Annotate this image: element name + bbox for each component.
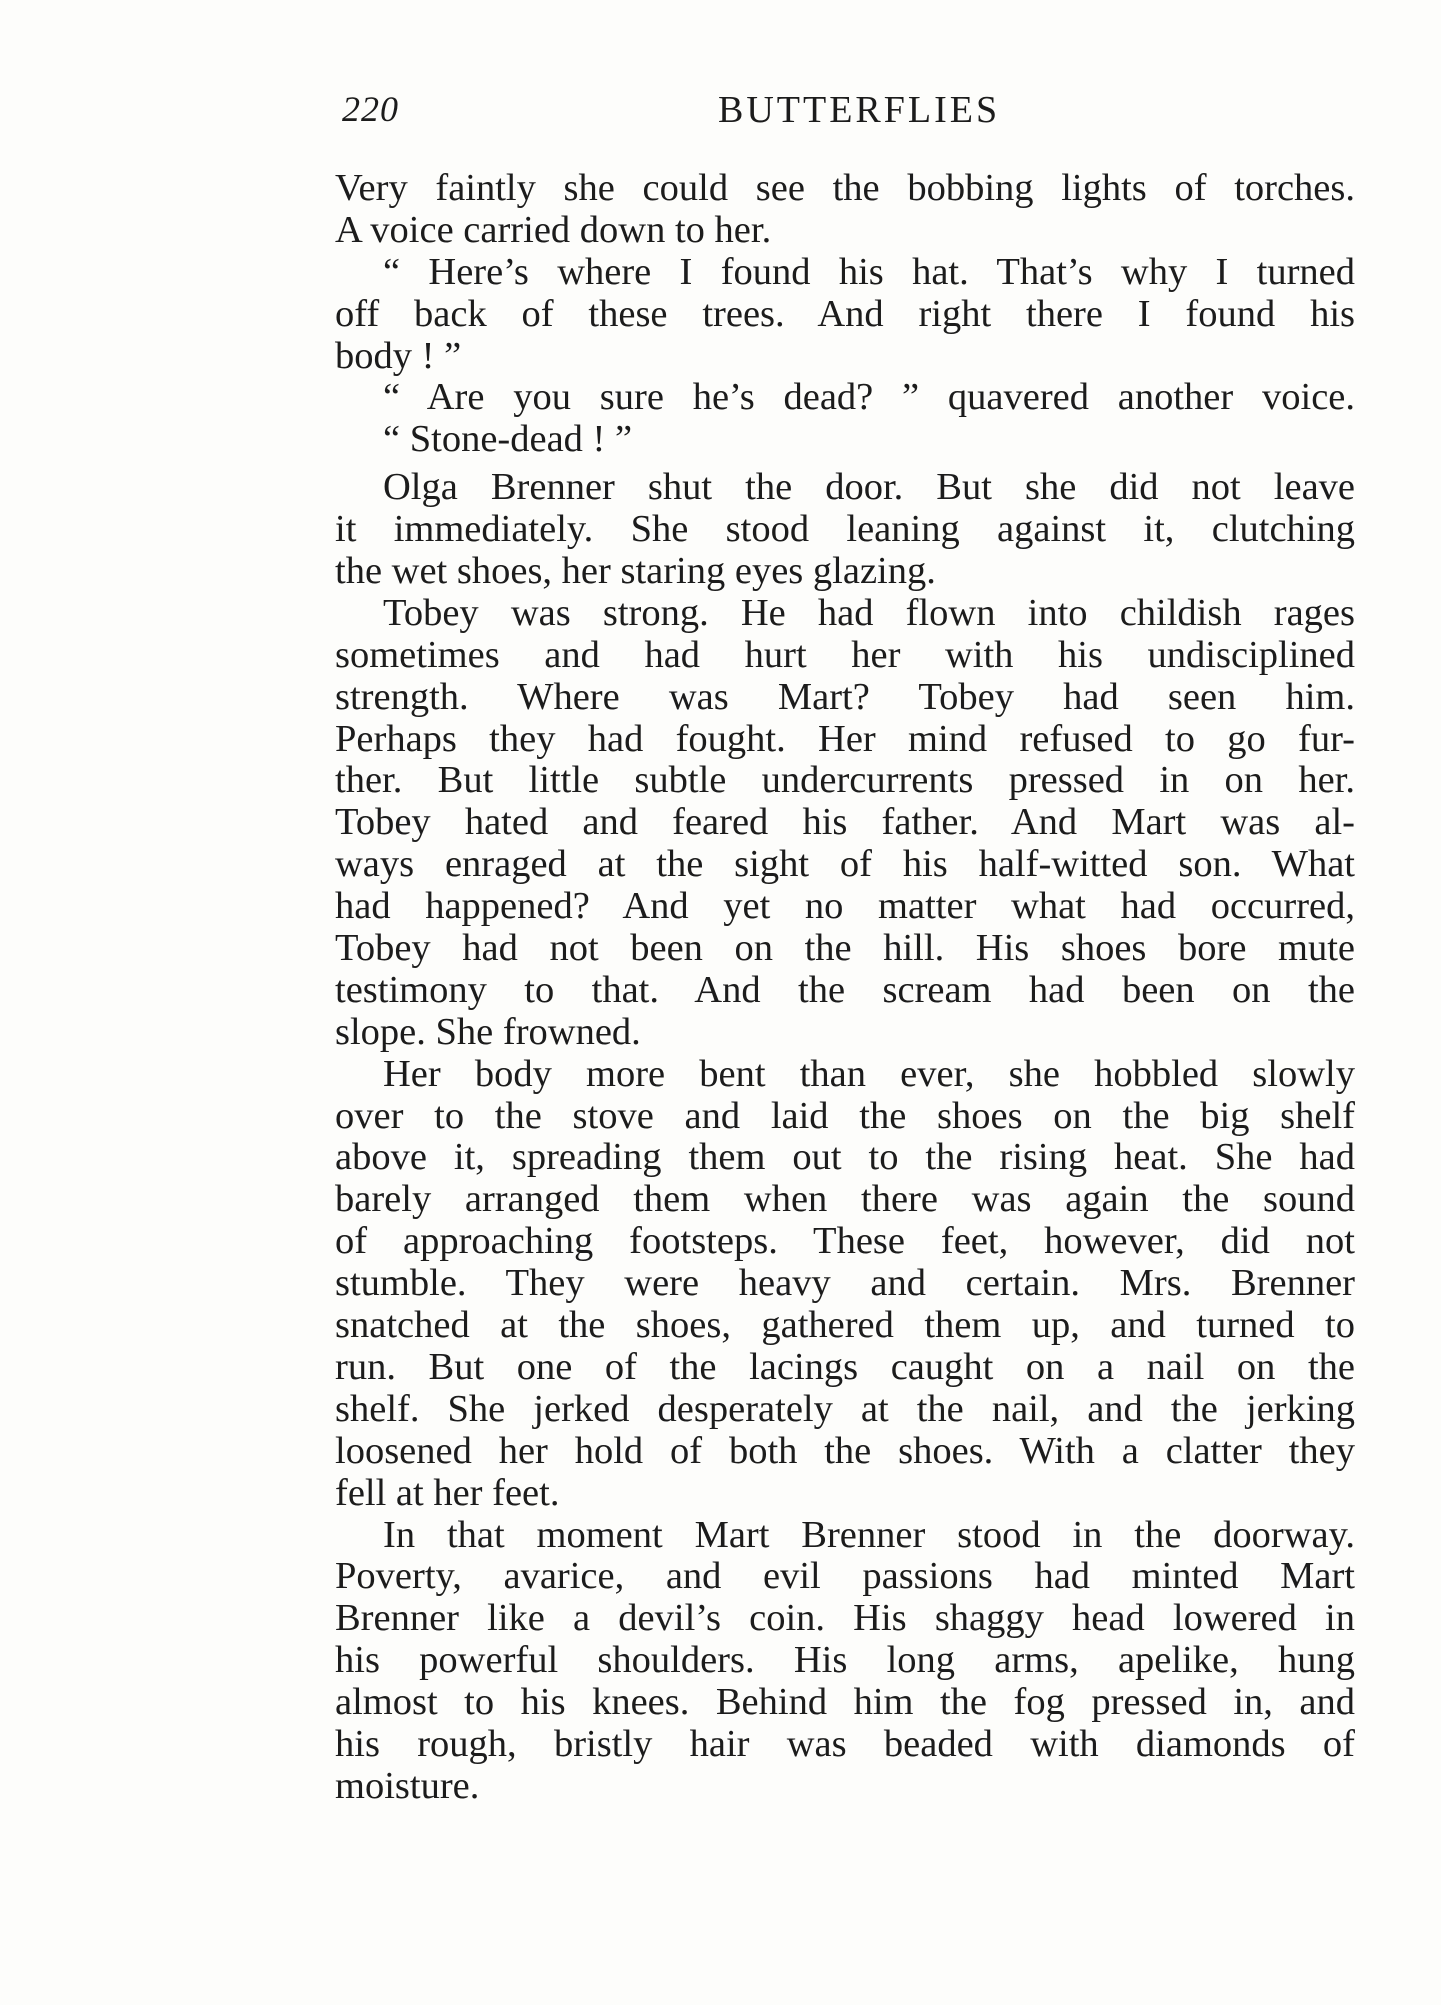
text-line: run. But one of the lacings caught on a nail on the: [335, 1345, 1355, 1388]
text-line: his powerful shoulders. His long arms, apelike, hung: [335, 1639, 1355, 1682]
page-header: [340, 88, 1350, 138]
text-line: In that moment Mart Brenner stood in the doorway.: [383, 1513, 1355, 1556]
text-line: had happened? And yet no matter what had occurred,: [335, 885, 1355, 928]
text-line: Tobey hated and feared his father. And Mart was al-: [335, 801, 1355, 844]
text-line: Perhaps they had fought. Her mind refused to go fur-: [335, 717, 1355, 760]
text-line: sometimes and had hurt her with his undisciplined: [335, 633, 1355, 676]
text-line: “ Here’s where I found his hat. That’s why I turned: [383, 250, 1355, 293]
text-line: ways enraged at the sight of his half-witted son. What: [335, 843, 1355, 886]
text-line: almost to his knees. Behind him the fog pressed in, and: [335, 1681, 1355, 1724]
text-line: slope. She frowned.: [335, 1010, 641, 1053]
body-text: [335, 168, 1355, 1808]
running-head: BUTTERFLIES: [718, 89, 1001, 131]
page-number: 220: [342, 89, 399, 129]
text-line: loosened her hold of both the shoes. With a clatter they: [335, 1429, 1355, 1472]
text-line: Very faintly she could see the bobbing lights of torches.: [335, 167, 1355, 209]
text-line: snatched at the shoes, gathered them up, and turned to: [335, 1304, 1355, 1347]
text-line: “ Stone-dead ! ”: [383, 418, 633, 461]
text-line: Olga Brenner shut the door. But she did not leave: [383, 466, 1355, 509]
text-line: body ! ”: [335, 334, 462, 377]
text-line: Tobey had not been on the hill. His shoes bore mute: [335, 927, 1355, 970]
text-line: Her body more bent than ever, she hobbled slowly: [383, 1052, 1355, 1095]
text-line: barely arranged them when there was again the sound: [335, 1178, 1355, 1221]
text-line: fell at her feet.: [335, 1471, 560, 1514]
text-line: shelf. She jerked desperately at the nail, and the jerking: [335, 1387, 1355, 1430]
text-line: ther. But little subtle undercurrents pressed in on her.: [335, 759, 1355, 802]
text-line: strength. Where was Mart? Tobey had seen him.: [335, 675, 1355, 718]
text-line: moisture.: [335, 1764, 480, 1807]
text-line: “ Are you sure he’s dead? ” quavered another voice.: [383, 376, 1355, 419]
text-line: off back of these trees. And right there I found his: [335, 292, 1355, 335]
text-line: it immediately. She stood leaning against it, clutching: [335, 508, 1355, 551]
text-line: of approaching footsteps. These feet, however, did not: [335, 1220, 1355, 1263]
text-line: stumble. They were heavy and certain. Mrs. Brenner: [335, 1262, 1355, 1305]
text-line: testimony to that. And the scream had been on the: [335, 968, 1355, 1011]
text-line: his rough, bristly hair was beaded with diamonds of: [335, 1722, 1355, 1765]
text-line: Tobey was strong. He had flown into childish rages: [383, 591, 1355, 634]
text-line: Poverty, avarice, and evil passions had minted Mart: [335, 1555, 1355, 1598]
text-line: over to the stove and laid the shoes on the big shelf: [335, 1094, 1355, 1137]
text-line: A voice carried down to her.: [335, 208, 772, 251]
text-line: Brenner like a devil’s coin. His shaggy head lowered in: [335, 1597, 1355, 1640]
text-line: above it, spreading them out to the rising heat. She had: [335, 1136, 1355, 1179]
text-line: the wet shoes, her staring eyes glazing.: [335, 550, 936, 593]
